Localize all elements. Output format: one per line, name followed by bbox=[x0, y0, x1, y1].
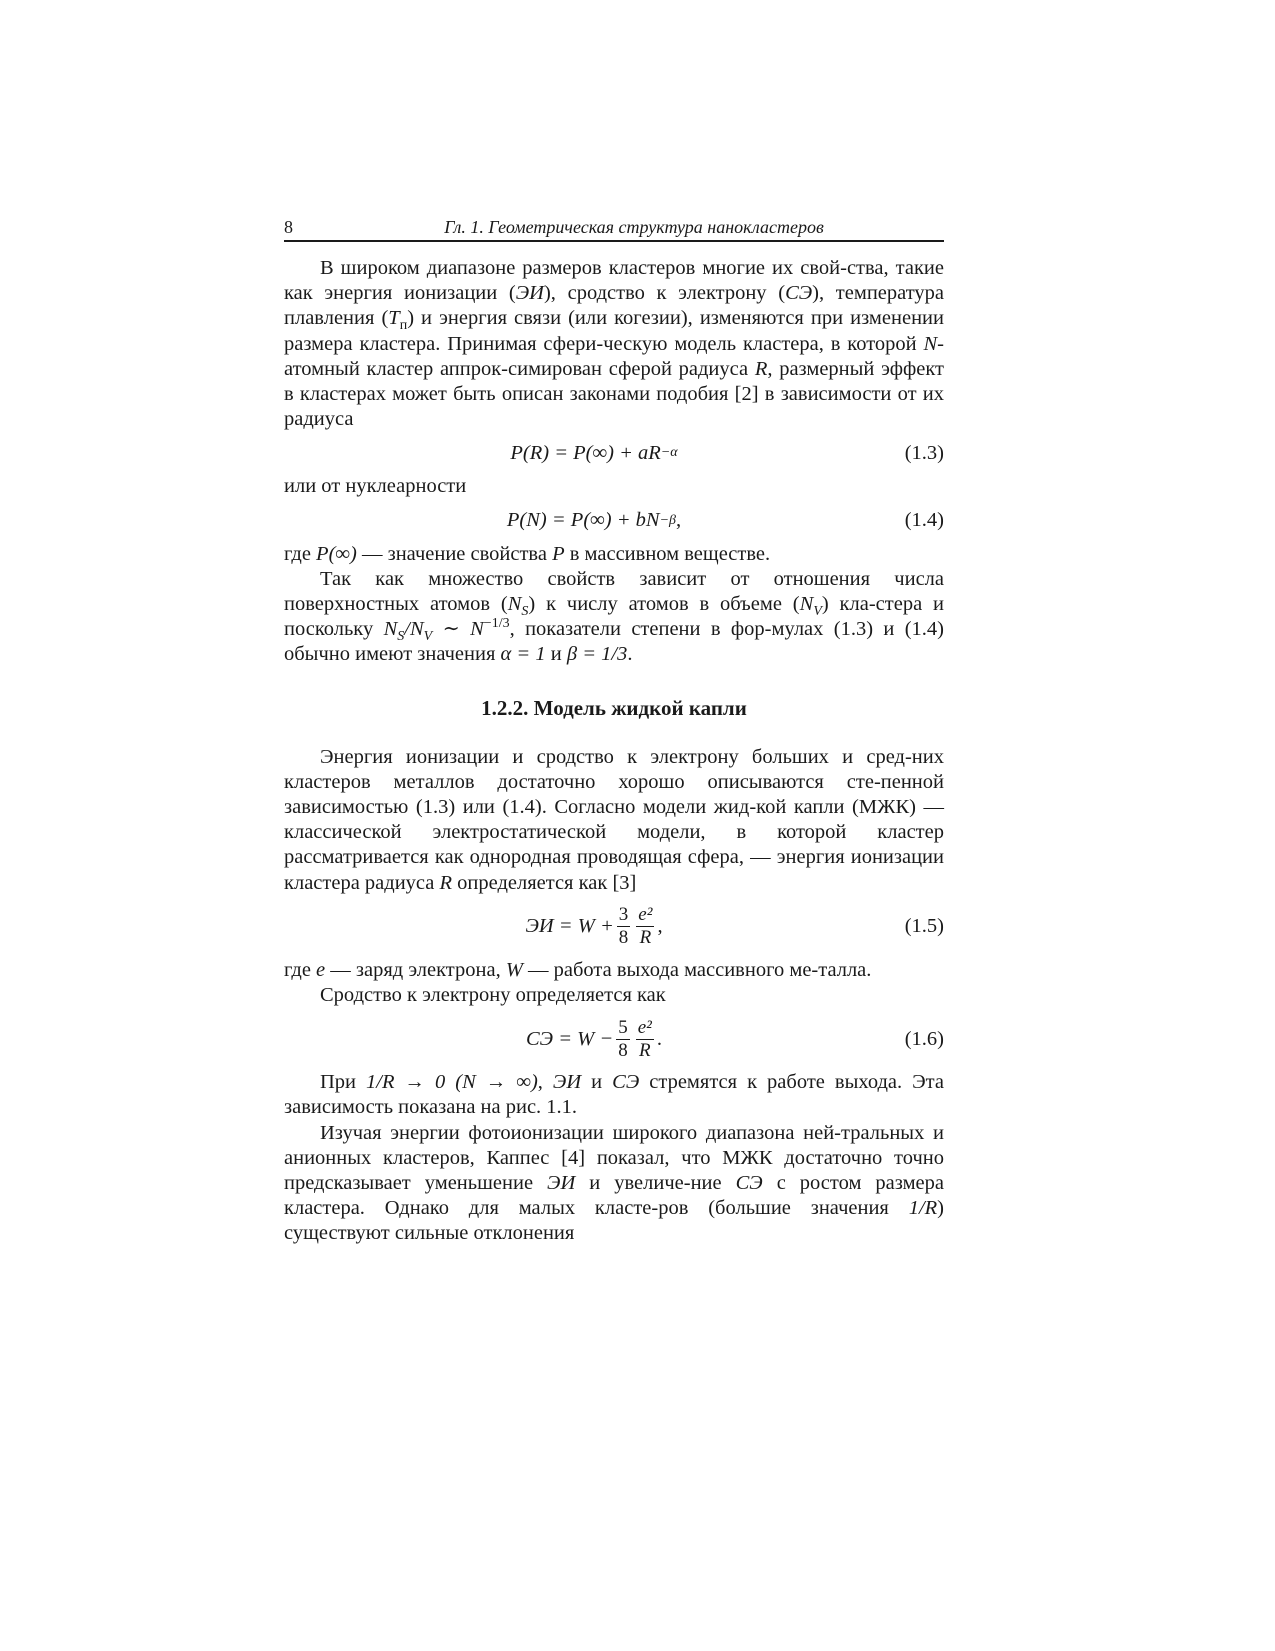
paragraph-3: где P(∞) — значение свойства P в массивном веществе. bbox=[284, 542, 771, 565]
fraction: $\frac{3}{8}$ bbox=[618, 904, 629, 949]
equation-1-4-formula: P(N) = P(∞) + bN −β , bbox=[506, 509, 682, 532]
fraction: $\frac{5}{8}$ bbox=[618, 1016, 628, 1061]
paragraph-8: При 1/R → 0 (N → ∞), ЭИ и СЭ стремятся к работе выхода. Эта зависимость показана на рис. 1.1. bbox=[284, 1071, 944, 1119]
paragraph-1: В широком диапазоне размеров кластеров многие их свой-ства, такие как энергия ионизации (ЭИ), сродство к электрону (СЭ), температура плавления $(T_п)$ и энергия связи (или когезии), изменяются при изменении размера кластера. Принимая сфери-ческую модель кластера, в которой N-атомный кластер аппрок-симирован сферой радиуса R, размерный эффект в кластерах может быть описан законами подобия [2] в зависимости от их радиуса bbox=[284, 257, 944, 431]
equation-1-3-formula: P(R) = P(∞) + aR −α bbox=[510, 441, 678, 464]
paragraph-6: где e — заряд электрона, W — работа выхода массивного ме-талла. bbox=[284, 958, 872, 981]
equation-number: (1.6) bbox=[904, 1027, 944, 1050]
paragraph-2: или от нуклеарности bbox=[284, 475, 467, 498]
page-number: 8 bbox=[284, 217, 293, 237]
paragraph-9: Изучая энергии фотоионизации широкого диапазона ней-тральных и анионных кластеров, Каппес [4] показал, что МЖК достаточно точно предсказывает уменьшение ЭИ и увеличе-ние СЭ с ростом размера кластера. Однако для малых класте-ров (большие значения 1/R) существуют сильные отклонения bbox=[284, 1121, 944, 1245]
body-text bbox=[284, 256, 944, 1247]
equation-1-6 bbox=[284, 1008, 944, 1070]
equation-number: (1.5) bbox=[904, 915, 944, 938]
running-header bbox=[284, 216, 944, 242]
fraction: $\frac{\text{e²}}{R}$ bbox=[638, 904, 653, 949]
paragraph-7: Сродство к электрону определяется как bbox=[320, 984, 666, 1007]
paragraph-5: Энергия ионизации и сродство к электрону больших и сред-них кластеров металлов достаточно хорошо описываются сте-пенной зависимостью (1.3) или (1.4). Согласно модели жид-кой капли (МЖК) — классической электростатической модели, в которой кластер рассматривается как однородная проводящая сфера, — энергия ионизации кластера радиуса R определяется как [3] bbox=[284, 745, 944, 894]
section-heading: 1.2.2. Модель жидкой капли bbox=[481, 695, 747, 720]
paragraph-4: Так как множество свойств зависит от отношения числа поверхностных атомов $(N_S)$ к числу атомов в объеме $(N_V)$ кла-стера и поскольку $N_S/N_V$ ∼ $N^{-1/3}$, показатели степени в фор-мулах (1.3) и (1.4) обычно имеют значения α = 1 и β = 1/3. bbox=[284, 567, 945, 666]
equation-1-3 bbox=[284, 432, 944, 474]
equation-1-4 bbox=[284, 500, 944, 542]
equation-1-5 bbox=[284, 896, 944, 958]
fraction: $\frac{\text{e²}}{R}$ bbox=[637, 1016, 652, 1061]
running-title: Гл. 1. Геометрическая структура нанокластеров bbox=[444, 217, 824, 237]
equation-1-6-formula: СЭ = W − $\frac{5}{8}$ $\frac{\text{e²}}{R}$ . bbox=[526, 1016, 662, 1061]
equation-number: (1.3) bbox=[904, 441, 944, 464]
book-page bbox=[284, 216, 944, 1247]
equation-1-5-formula: ЭИ = W + $\frac{3}{8}$ $\frac{\text{e²}}{R}$ , bbox=[525, 904, 663, 949]
equation-number: (1.4) bbox=[904, 509, 944, 532]
